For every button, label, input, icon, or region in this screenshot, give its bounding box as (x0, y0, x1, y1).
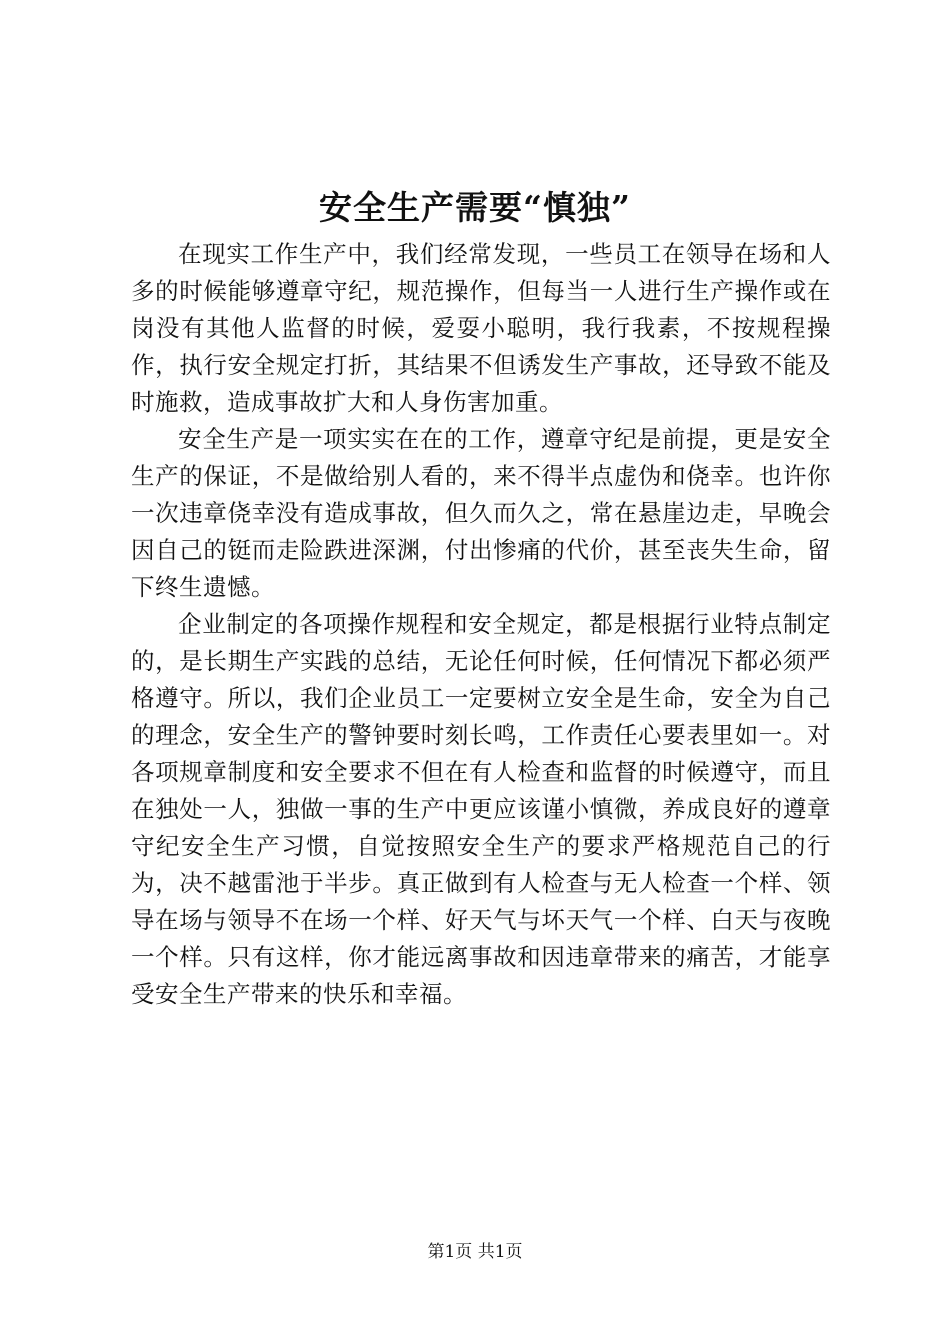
paragraph-1: 在现实工作生产中，我们经常发现，一些员工在领导在场和人多的时候能够遵章守纪，规范操作，但每当一人进行生产操作或在岗没有其他人监督的时候，爱耍小聪明，我行我素，不按规程操作，执行安全规定打折，其结果不但诱发生产事故，还导致不能及时施救，造成事故扩大和人身伤害加重。 (131, 240, 831, 416)
paragraph-2: 安全生产是一项实实在在的工作，遵章守纪是前提，更是安全生产的保证，不是做给别人看的，来不得半点虚伪和侥幸。也许你一次违章侥幸没有造成事故，但久而久之，常在悬崖边走，早晚会因自己的铤而走险跌进深渊，付出惨痛的代价，甚至丧失生命，留下终生遗憾。 (131, 425, 831, 601)
document-title: 安全生产需要“慎独” (319, 188, 631, 227)
document-body (131, 236, 831, 1013)
paragraph-3: 企业制定的各项操作规程和安全规定，都是根据行业特点制定的，是长期生产实践的总结，无论任何时候，任何情况下都必须严格遵守。所以，我们企业员工一定要树立安全是生命，安全为自己的理念，安全生产的警钟要时刻长鸣，工作责任心要表里如一。对各项规章制度和安全要求不但在有人检查和监督的时候遵守，而且在独处一人，独做一事的生产中更应该谨小慎微，养成良好的遵章守纪安全生产习惯，自觉按照安全生产的要求严格规范自己的行为，决不越雷池于半步。真正做到有人检查与无人检查一个样、领导在场与领导不在场一个样、好天气与坏天气一个样、白天与夜晚一个样。只有这样，你才能远离事故和因违章带来的痛苦，才能享受安全生产带来的快乐和幸福。 (131, 610, 831, 1008)
page-footer: 第1页 共1页 (427, 1242, 523, 1262)
